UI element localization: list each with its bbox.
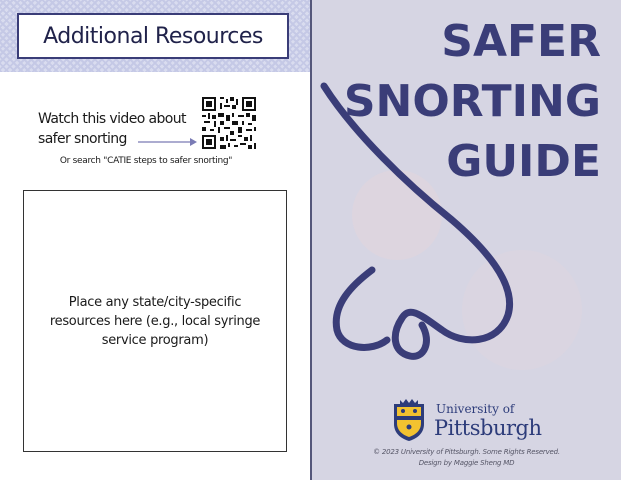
search-hint: Or search "CATIE steps to safer snorting" (59, 156, 233, 166)
arrow-right-icon (138, 136, 198, 148)
header-box (17, 13, 289, 59)
logo-text-small: University of (436, 402, 515, 416)
cover-title (344, 12, 601, 192)
university-logo (392, 398, 552, 444)
qr-code-icon[interactable] (202, 97, 256, 149)
resources-placeholder-box (23, 190, 287, 452)
panel-title: Additional Resources (43, 23, 263, 49)
video-prompt-line-2: safer snorting (38, 131, 127, 147)
university-shield-icon (392, 398, 426, 442)
cover-panel (312, 0, 621, 480)
video-prompt-line-1: Watch this video about (38, 111, 186, 127)
cover-title-line-1: SAFER (441, 16, 601, 67)
logo-text-big: Pittsburgh (434, 416, 542, 440)
placeholder-text: Place any state/city-specific resources here (e.g., local syringe service program) (49, 294, 261, 348)
cover-title-line-2: SNORTING (343, 76, 601, 127)
resources-panel (0, 0, 310, 480)
cover-title-line-3: GUIDE (446, 136, 601, 187)
copyright-line: © 2023 University of Pittsburgh. Some Rights Reserved. (373, 448, 560, 456)
credit-line: Design by Maggie Sheng MD (418, 459, 515, 467)
